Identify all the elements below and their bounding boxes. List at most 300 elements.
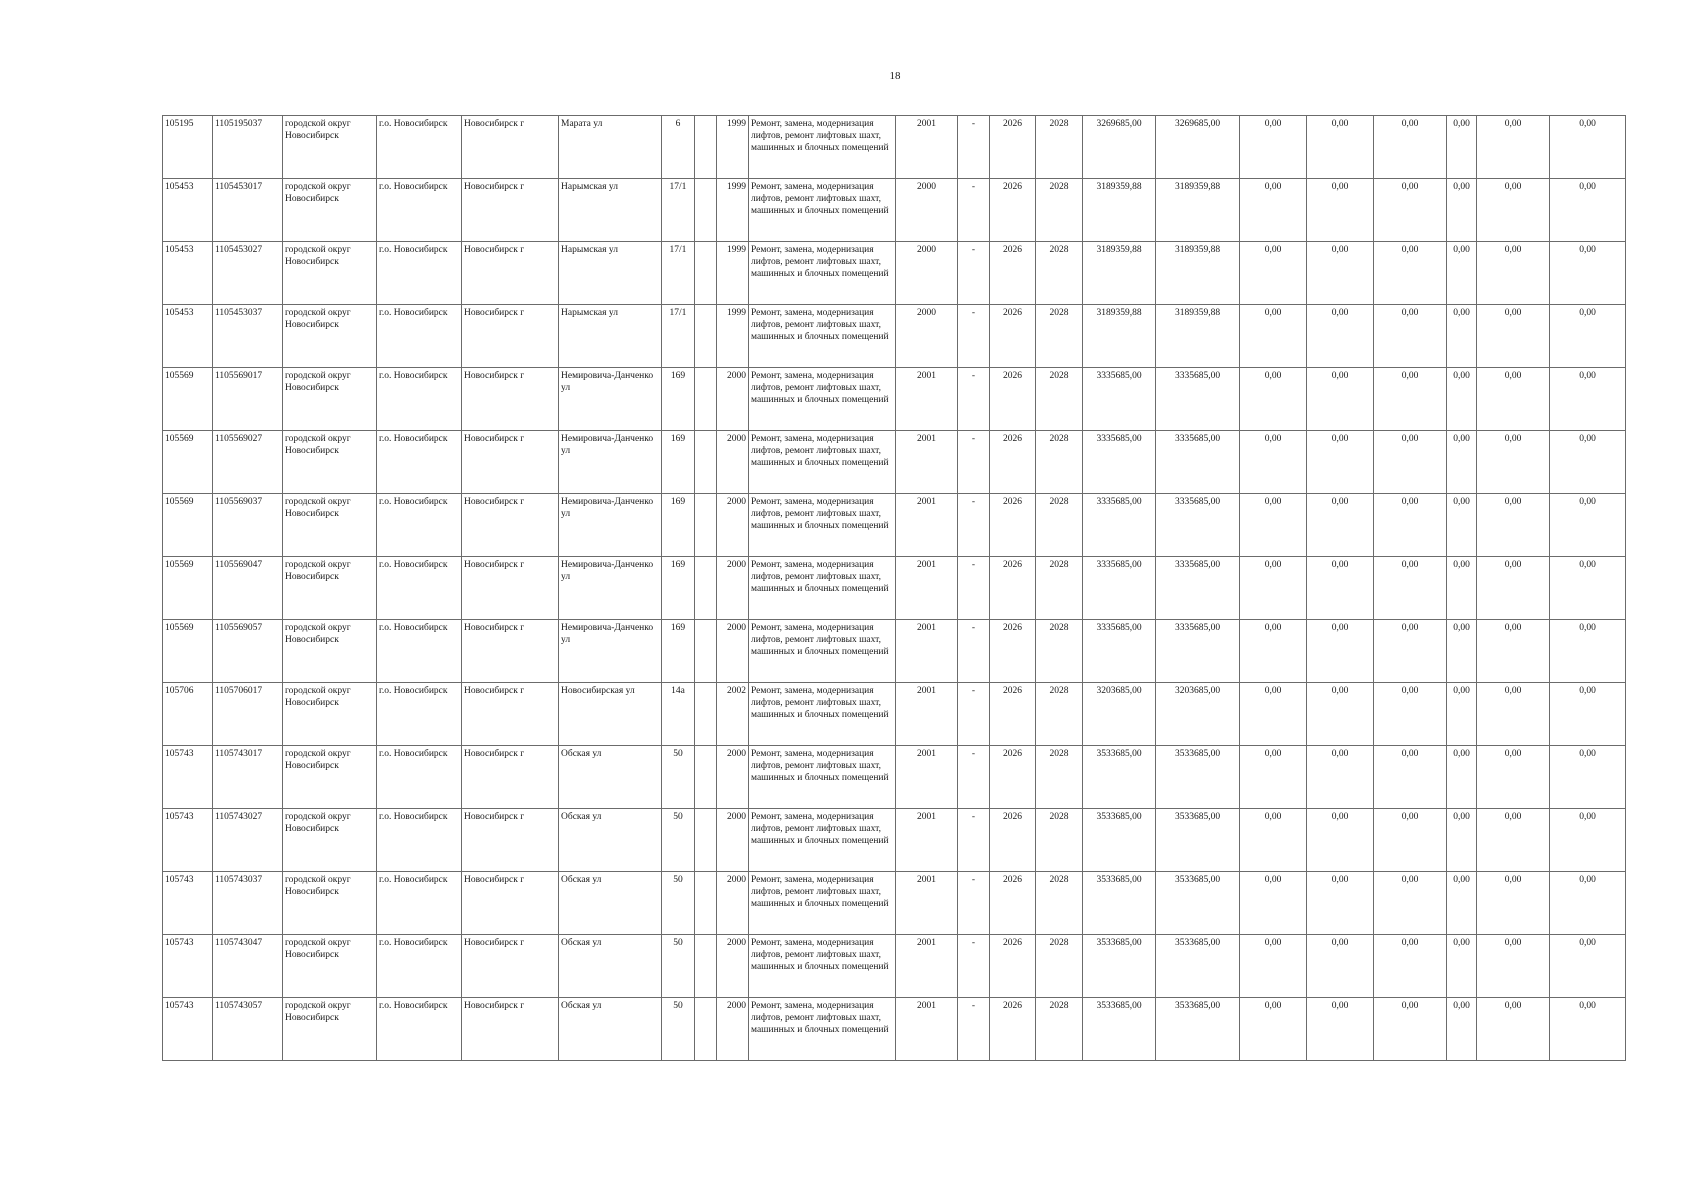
value-5-cell: 0,00 [1477, 746, 1550, 809]
municipality-cell: г.о. Новосибирск [377, 368, 462, 431]
work-type-cell: Ремонт, замена, модернизация лифтов, ремонт лифтовых шахт, машинных и блочных помещений [749, 872, 896, 935]
value-4-cell: 0,00 [1447, 116, 1477, 179]
value-1-cell: 0,00 [1240, 305, 1307, 368]
element-code-cell: 1105743047 [213, 935, 283, 998]
plan-year-from-cell: 2026 [990, 494, 1036, 557]
value-3-cell: 0,00 [1374, 683, 1447, 746]
value-4-cell: 0,00 [1447, 242, 1477, 305]
district-cell: городской округ Новосибирск [283, 116, 377, 179]
value-6-cell: 0,00 [1550, 242, 1626, 305]
plan-year-to-cell: 2028 [1036, 557, 1083, 620]
plan-year-from-cell: 2026 [990, 809, 1036, 872]
house-number-cell: 50 [662, 746, 695, 809]
building-cell [695, 998, 717, 1061]
value-5-cell: 0,00 [1477, 179, 1550, 242]
value-6-cell: 0,00 [1550, 620, 1626, 683]
district-cell: городской округ Новосибирск [283, 242, 377, 305]
locality-cell: Новосибирск г [462, 368, 559, 431]
page-number: 18 [889, 70, 901, 82]
object-id-cell: 105743 [163, 998, 213, 1061]
street-cell: Немировича-Данченко ул [559, 431, 662, 494]
object-id-cell: 105743 [163, 935, 213, 998]
district-cell: городской округ Новосибирск [283, 998, 377, 1061]
year-commissioned-cell: 2001 [896, 683, 958, 746]
fund-cost-cell: 3533685,00 [1156, 998, 1240, 1061]
year-built-cell: 2000 [717, 368, 749, 431]
street-cell: Обская ул [559, 746, 662, 809]
value-2-cell: 0,00 [1307, 809, 1374, 872]
value-3-cell: 0,00 [1374, 494, 1447, 557]
work-type-cell: Ремонт, замена, модернизация лифтов, ремонт лифтовых шахт, машинных и блочных помещений [749, 431, 896, 494]
municipality-cell: г.о. Новосибирск [377, 620, 462, 683]
object-id-cell: 105569 [163, 557, 213, 620]
value-5-cell: 0,00 [1477, 557, 1550, 620]
locality-cell: Новосибирск г [462, 998, 559, 1061]
locality-cell: Новосибирск г [462, 620, 559, 683]
value-6-cell: 0,00 [1550, 494, 1626, 557]
element-code-cell: 1105569037 [213, 494, 283, 557]
value-1-cell: 0,00 [1240, 935, 1307, 998]
work-type-cell: Ремонт, замена, модернизация лифтов, ремонт лифтовых шахт, машинных и блочных помещений [749, 809, 896, 872]
year-commissioned-cell: 2001 [896, 431, 958, 494]
total-cost-cell: 3189359,88 [1083, 242, 1156, 305]
element-code-cell: 1105453037 [213, 305, 283, 368]
year-last-repair-cell: - [958, 179, 990, 242]
value-2-cell: 0,00 [1307, 998, 1374, 1061]
value-5-cell: 0,00 [1477, 998, 1550, 1061]
total-cost-cell: 3335685,00 [1083, 620, 1156, 683]
value-5-cell: 0,00 [1477, 242, 1550, 305]
year-last-repair-cell: - [958, 305, 990, 368]
element-code-cell: 1105453027 [213, 242, 283, 305]
municipality-cell: г.о. Новосибирск [377, 179, 462, 242]
year-last-repair-cell: - [958, 935, 990, 998]
value-3-cell: 0,00 [1374, 368, 1447, 431]
work-type-cell: Ремонт, замена, модернизация лифтов, ремонт лифтовых шахт, машинных и блочных помещений [749, 998, 896, 1061]
total-cost-cell: 3189359,88 [1083, 305, 1156, 368]
work-type-cell: Ремонт, замена, модернизация лифтов, ремонт лифтовых шахт, машинных и блочных помещений [749, 494, 896, 557]
table-row [163, 683, 1626, 746]
building-cell [695, 809, 717, 872]
house-number-cell: 50 [662, 872, 695, 935]
street-cell: Немировича-Данченко ул [559, 620, 662, 683]
element-code-cell: 1105569047 [213, 557, 283, 620]
house-number-cell: 17/1 [662, 305, 695, 368]
value-4-cell: 0,00 [1447, 620, 1477, 683]
value-6-cell: 0,00 [1550, 998, 1626, 1061]
year-commissioned-cell: 2000 [896, 179, 958, 242]
fund-cost-cell: 3189359,88 [1156, 305, 1240, 368]
value-2-cell: 0,00 [1307, 620, 1374, 683]
plan-year-from-cell: 2026 [990, 683, 1036, 746]
value-6-cell: 0,00 [1550, 557, 1626, 620]
work-type-cell: Ремонт, замена, модернизация лифтов, ремонт лифтовых шахт, машинных и блочных помещений [749, 242, 896, 305]
plan-year-to-cell: 2028 [1036, 683, 1083, 746]
plan-year-from-cell: 2026 [990, 872, 1036, 935]
municipality-cell: г.о. Новосибирск [377, 242, 462, 305]
value-6-cell: 0,00 [1550, 179, 1626, 242]
value-6-cell: 0,00 [1550, 746, 1626, 809]
work-type-cell: Ремонт, замена, модернизация лифтов, ремонт лифтовых шахт, машинных и блочных помещений [749, 683, 896, 746]
year-commissioned-cell: 2001 [896, 746, 958, 809]
table-row [163, 557, 1626, 620]
municipality-cell: г.о. Новосибирск [377, 809, 462, 872]
total-cost-cell: 3533685,00 [1083, 809, 1156, 872]
table-row [163, 935, 1626, 998]
value-6-cell: 0,00 [1550, 368, 1626, 431]
object-id-cell: 105743 [163, 809, 213, 872]
value-2-cell: 0,00 [1307, 242, 1374, 305]
work-type-cell: Ремонт, замена, модернизация лифтов, ремонт лифтовых шахт, машинных и блочных помещений [749, 746, 896, 809]
building-cell [695, 305, 717, 368]
work-type-cell: Ремонт, замена, модернизация лифтов, ремонт лифтовых шахт, машинных и блочных помещений [749, 620, 896, 683]
year-commissioned-cell: 2001 [896, 872, 958, 935]
fund-cost-cell: 3335685,00 [1156, 431, 1240, 494]
value-2-cell: 0,00 [1307, 179, 1374, 242]
municipality-cell: г.о. Новосибирск [377, 872, 462, 935]
locality-cell: Новосибирск г [462, 305, 559, 368]
year-built-cell: 1999 [717, 179, 749, 242]
year-last-repair-cell: - [958, 116, 990, 179]
fund-cost-cell: 3533685,00 [1156, 809, 1240, 872]
element-code-cell: 1105743017 [213, 746, 283, 809]
fund-cost-cell: 3203685,00 [1156, 683, 1240, 746]
year-commissioned-cell: 2001 [896, 368, 958, 431]
plan-year-to-cell: 2028 [1036, 494, 1083, 557]
plan-year-to-cell: 2028 [1036, 746, 1083, 809]
fund-cost-cell: 3335685,00 [1156, 368, 1240, 431]
year-last-repair-cell: - [958, 368, 990, 431]
table-row [163, 116, 1626, 179]
locality-cell: Новосибирск г [462, 746, 559, 809]
total-cost-cell: 3335685,00 [1083, 431, 1156, 494]
house-number-cell: 17/1 [662, 242, 695, 305]
house-number-cell: 50 [662, 935, 695, 998]
building-cell [695, 872, 717, 935]
year-built-cell: 2000 [717, 431, 749, 494]
plan-year-from-cell: 2026 [990, 179, 1036, 242]
district-cell: городской округ Новосибирск [283, 368, 377, 431]
locality-cell: Новосибирск г [462, 242, 559, 305]
value-4-cell: 0,00 [1447, 368, 1477, 431]
year-built-cell: 2000 [717, 746, 749, 809]
locality-cell: Новосибирск г [462, 431, 559, 494]
fund-cost-cell: 3335685,00 [1156, 494, 1240, 557]
plan-year-to-cell: 2028 [1036, 998, 1083, 1061]
total-cost-cell: 3203685,00 [1083, 683, 1156, 746]
house-number-cell: 6 [662, 116, 695, 179]
value-5-cell: 0,00 [1477, 935, 1550, 998]
year-last-repair-cell: - [958, 431, 990, 494]
value-1-cell: 0,00 [1240, 116, 1307, 179]
house-number-cell: 169 [662, 431, 695, 494]
register-table [162, 115, 1626, 1061]
fund-cost-cell: 3335685,00 [1156, 557, 1240, 620]
value-4-cell: 0,00 [1447, 179, 1477, 242]
plan-year-to-cell: 2028 [1036, 809, 1083, 872]
table-row [163, 809, 1626, 872]
building-cell [695, 935, 717, 998]
object-id-cell: 105569 [163, 368, 213, 431]
locality-cell: Новосибирск г [462, 557, 559, 620]
district-cell: городской округ Новосибирск [283, 872, 377, 935]
value-4-cell: 0,00 [1447, 746, 1477, 809]
house-number-cell: 14а [662, 683, 695, 746]
value-4-cell: 0,00 [1447, 998, 1477, 1061]
plan-year-from-cell: 2026 [990, 998, 1036, 1061]
building-cell [695, 494, 717, 557]
municipality-cell: г.о. Новосибирск [377, 116, 462, 179]
plan-year-from-cell: 2026 [990, 557, 1036, 620]
value-4-cell: 0,00 [1447, 683, 1477, 746]
street-cell: Немировича-Данченко ул [559, 368, 662, 431]
element-code-cell: 1105743027 [213, 809, 283, 872]
fund-cost-cell: 3189359,88 [1156, 179, 1240, 242]
value-6-cell: 0,00 [1550, 872, 1626, 935]
year-last-repair-cell: - [958, 998, 990, 1061]
plan-year-to-cell: 2028 [1036, 935, 1083, 998]
year-last-repair-cell: - [958, 620, 990, 683]
table-body [163, 116, 1626, 1061]
year-commissioned-cell: 2001 [896, 557, 958, 620]
value-1-cell: 0,00 [1240, 494, 1307, 557]
total-cost-cell: 3533685,00 [1083, 935, 1156, 998]
building-cell [695, 746, 717, 809]
house-number-cell: 50 [662, 998, 695, 1061]
value-3-cell: 0,00 [1374, 620, 1447, 683]
year-built-cell: 2000 [717, 494, 749, 557]
year-built-cell: 1999 [717, 242, 749, 305]
street-cell: Марата ул [559, 116, 662, 179]
object-id-cell: 105569 [163, 431, 213, 494]
street-cell: Обская ул [559, 935, 662, 998]
object-id-cell: 105743 [163, 746, 213, 809]
house-number-cell: 169 [662, 368, 695, 431]
object-id-cell: 105195 [163, 116, 213, 179]
value-6-cell: 0,00 [1550, 305, 1626, 368]
street-cell: Нарымская ул [559, 305, 662, 368]
value-1-cell: 0,00 [1240, 998, 1307, 1061]
house-number-cell: 169 [662, 557, 695, 620]
district-cell: городской округ Новосибирск [283, 557, 377, 620]
value-2-cell: 0,00 [1307, 305, 1374, 368]
building-cell [695, 368, 717, 431]
locality-cell: Новосибирск г [462, 935, 559, 998]
municipality-cell: г.о. Новосибирск [377, 935, 462, 998]
year-built-cell: 2000 [717, 872, 749, 935]
value-2-cell: 0,00 [1307, 431, 1374, 494]
value-2-cell: 0,00 [1307, 494, 1374, 557]
street-cell: Немировича-Данченко ул [559, 557, 662, 620]
plan-year-from-cell: 2026 [990, 935, 1036, 998]
house-number-cell: 169 [662, 620, 695, 683]
object-id-cell: 105453 [163, 242, 213, 305]
street-cell: Новосибирская ул [559, 683, 662, 746]
house-number-cell: 17/1 [662, 179, 695, 242]
value-1-cell: 0,00 [1240, 557, 1307, 620]
value-3-cell: 0,00 [1374, 179, 1447, 242]
year-built-cell: 2000 [717, 557, 749, 620]
house-number-cell: 50 [662, 809, 695, 872]
fund-cost-cell: 3533685,00 [1156, 746, 1240, 809]
building-cell [695, 242, 717, 305]
district-cell: городской округ Новосибирск [283, 179, 377, 242]
total-cost-cell: 3533685,00 [1083, 746, 1156, 809]
value-1-cell: 0,00 [1240, 431, 1307, 494]
year-built-cell: 1999 [717, 305, 749, 368]
element-code-cell: 1105195037 [213, 116, 283, 179]
value-5-cell: 0,00 [1477, 494, 1550, 557]
locality-cell: Новосибирск г [462, 179, 559, 242]
total-cost-cell: 3335685,00 [1083, 368, 1156, 431]
municipality-cell: г.о. Новосибирск [377, 305, 462, 368]
year-built-cell: 1999 [717, 116, 749, 179]
value-5-cell: 0,00 [1477, 809, 1550, 872]
plan-year-from-cell: 2026 [990, 620, 1036, 683]
value-3-cell: 0,00 [1374, 809, 1447, 872]
locality-cell: Новосибирск г [462, 872, 559, 935]
value-4-cell: 0,00 [1447, 935, 1477, 998]
value-2-cell: 0,00 [1307, 935, 1374, 998]
district-cell: городской округ Новосибирск [283, 494, 377, 557]
object-id-cell: 105706 [163, 683, 213, 746]
municipality-cell: г.о. Новосибирск [377, 494, 462, 557]
fund-cost-cell: 3533685,00 [1156, 935, 1240, 998]
value-3-cell: 0,00 [1374, 746, 1447, 809]
element-code-cell: 1105569017 [213, 368, 283, 431]
year-built-cell: 2002 [717, 683, 749, 746]
street-cell: Нарымская ул [559, 242, 662, 305]
table-row [163, 494, 1626, 557]
building-cell [695, 557, 717, 620]
district-cell: городской округ Новосибирск [283, 305, 377, 368]
year-built-cell: 2000 [717, 620, 749, 683]
building-cell [695, 683, 717, 746]
value-2-cell: 0,00 [1307, 746, 1374, 809]
plan-year-to-cell: 2028 [1036, 116, 1083, 179]
value-5-cell: 0,00 [1477, 368, 1550, 431]
value-6-cell: 0,00 [1550, 431, 1626, 494]
value-5-cell: 0,00 [1477, 431, 1550, 494]
district-cell: городской округ Новосибирск [283, 935, 377, 998]
value-3-cell: 0,00 [1374, 431, 1447, 494]
district-cell: городской округ Новосибирск [283, 746, 377, 809]
year-commissioned-cell: 2001 [896, 116, 958, 179]
value-6-cell: 0,00 [1550, 116, 1626, 179]
value-4-cell: 0,00 [1447, 431, 1477, 494]
table-row [163, 431, 1626, 494]
object-id-cell: 105743 [163, 872, 213, 935]
building-cell [695, 620, 717, 683]
value-2-cell: 0,00 [1307, 683, 1374, 746]
year-commissioned-cell: 2000 [896, 242, 958, 305]
value-1-cell: 0,00 [1240, 368, 1307, 431]
element-code-cell: 1105569027 [213, 431, 283, 494]
value-4-cell: 0,00 [1447, 494, 1477, 557]
plan-year-from-cell: 2026 [990, 242, 1036, 305]
value-1-cell: 0,00 [1240, 746, 1307, 809]
street-cell: Нарымская ул [559, 179, 662, 242]
object-id-cell: 105453 [163, 305, 213, 368]
year-last-repair-cell: - [958, 557, 990, 620]
district-cell: городской округ Новосибирск [283, 431, 377, 494]
house-number-cell: 169 [662, 494, 695, 557]
value-2-cell: 0,00 [1307, 557, 1374, 620]
table-row [163, 305, 1626, 368]
value-5-cell: 0,00 [1477, 872, 1550, 935]
fund-cost-cell: 3335685,00 [1156, 620, 1240, 683]
year-built-cell: 2000 [717, 809, 749, 872]
total-cost-cell: 3269685,00 [1083, 116, 1156, 179]
value-6-cell: 0,00 [1550, 809, 1626, 872]
year-last-repair-cell: - [958, 242, 990, 305]
value-3-cell: 0,00 [1374, 998, 1447, 1061]
fund-cost-cell: 3269685,00 [1156, 116, 1240, 179]
street-cell: Обская ул [559, 809, 662, 872]
building-cell [695, 116, 717, 179]
municipality-cell: г.о. Новосибирск [377, 683, 462, 746]
table-row [163, 872, 1626, 935]
table-row [163, 998, 1626, 1061]
work-type-cell: Ремонт, замена, модернизация лифтов, ремонт лифтовых шахт, машинных и блочных помещений [749, 557, 896, 620]
value-3-cell: 0,00 [1374, 242, 1447, 305]
value-2-cell: 0,00 [1307, 872, 1374, 935]
fund-cost-cell: 3533685,00 [1156, 872, 1240, 935]
district-cell: городской округ Новосибирск [283, 620, 377, 683]
value-4-cell: 0,00 [1447, 557, 1477, 620]
municipality-cell: г.о. Новосибирск [377, 998, 462, 1061]
work-type-cell: Ремонт, замена, модернизация лифтов, ремонт лифтовых шахт, машинных и блочных помещений [749, 116, 896, 179]
value-4-cell: 0,00 [1447, 305, 1477, 368]
object-id-cell: 105453 [163, 179, 213, 242]
plan-year-from-cell: 2026 [990, 305, 1036, 368]
table-row [163, 179, 1626, 242]
plan-year-to-cell: 2028 [1036, 431, 1083, 494]
year-last-repair-cell: - [958, 683, 990, 746]
value-3-cell: 0,00 [1374, 116, 1447, 179]
total-cost-cell: 3335685,00 [1083, 494, 1156, 557]
object-id-cell: 105569 [163, 620, 213, 683]
building-cell [695, 431, 717, 494]
plan-year-to-cell: 2028 [1036, 242, 1083, 305]
value-5-cell: 0,00 [1477, 620, 1550, 683]
municipality-cell: г.о. Новосибирск [377, 431, 462, 494]
total-cost-cell: 3533685,00 [1083, 998, 1156, 1061]
municipality-cell: г.о. Новосибирск [377, 746, 462, 809]
value-2-cell: 0,00 [1307, 116, 1374, 179]
year-commissioned-cell: 2001 [896, 494, 958, 557]
year-last-repair-cell: - [958, 746, 990, 809]
plan-year-to-cell: 2028 [1036, 179, 1083, 242]
plan-year-from-cell: 2026 [990, 116, 1036, 179]
value-5-cell: 0,00 [1477, 683, 1550, 746]
value-5-cell: 0,00 [1477, 116, 1550, 179]
year-commissioned-cell: 2001 [896, 998, 958, 1061]
object-id-cell: 105569 [163, 494, 213, 557]
element-code-cell: 1105569057 [213, 620, 283, 683]
value-3-cell: 0,00 [1374, 305, 1447, 368]
total-cost-cell: 3189359,88 [1083, 179, 1156, 242]
locality-cell: Новосибирск г [462, 809, 559, 872]
table-row [163, 368, 1626, 431]
element-code-cell: 1105743037 [213, 872, 283, 935]
fund-cost-cell: 3189359,88 [1156, 242, 1240, 305]
total-cost-cell: 3533685,00 [1083, 872, 1156, 935]
plan-year-from-cell: 2026 [990, 746, 1036, 809]
year-last-repair-cell: - [958, 494, 990, 557]
value-4-cell: 0,00 [1447, 872, 1477, 935]
locality-cell: Новосибирск г [462, 683, 559, 746]
